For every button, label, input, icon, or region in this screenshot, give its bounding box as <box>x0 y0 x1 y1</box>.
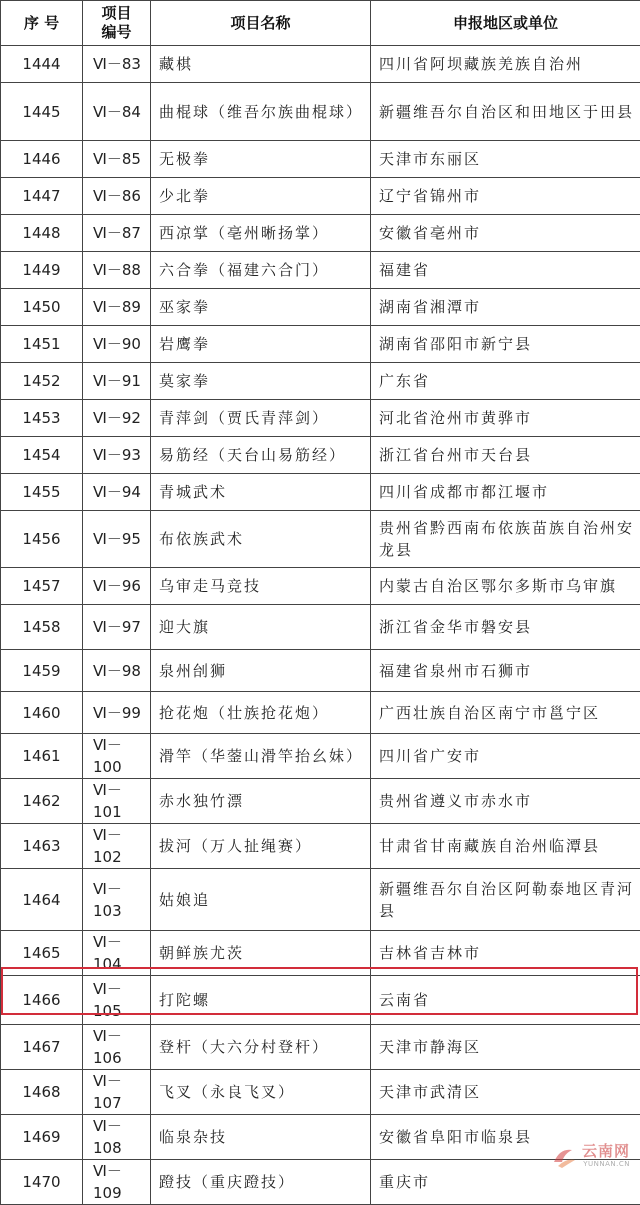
row-code: Ⅵ－108 <box>83 1115 151 1160</box>
row-code: Ⅵ－97 <box>83 605 151 650</box>
row-region: 福建省 <box>371 252 640 289</box>
table-row <box>1 511 640 568</box>
row-seq: 1451 <box>1 326 83 363</box>
row-seq: 1456 <box>1 511 83 568</box>
row-region: 福建省泉州市石狮市 <box>371 650 640 692</box>
row-code: Ⅵ－83 <box>83 46 151 83</box>
row-name: 蹬技（重庆蹬技） <box>151 1160 371 1205</box>
row-seq: 1454 <box>1 437 83 474</box>
row-name: 滑竿（华蓥山滑竿抬幺妹） <box>151 734 371 779</box>
row-seq: 1448 <box>1 215 83 252</box>
row-name: 迎大旗 <box>151 605 371 650</box>
row-region: 湖南省邵阳市新宁县 <box>371 326 640 363</box>
row-name: 岩鹰拳 <box>151 326 371 363</box>
row-name: 乌审走马竞技 <box>151 568 371 605</box>
table-row <box>1 931 640 976</box>
row-region: 天津市东丽区 <box>371 141 640 178</box>
row-code: Ⅵ－99 <box>83 692 151 734</box>
table-header-row <box>1 1 640 46</box>
table-row <box>1 437 640 474</box>
row-seq: 1459 <box>1 650 83 692</box>
row-region: 贵州省黔西南布依族苗族自治州安龙县 <box>371 511 640 568</box>
row-name: 拔河（万人扯绳赛） <box>151 824 371 869</box>
row-region: 浙江省台州市天台县 <box>371 437 640 474</box>
row-region: 辽宁省锦州市 <box>371 178 640 215</box>
table-row <box>1 1160 640 1205</box>
row-code: Ⅵ－90 <box>83 326 151 363</box>
table-row <box>1 1025 640 1070</box>
row-code: Ⅵ－84 <box>83 83 151 141</box>
table-row <box>1 474 640 511</box>
row-code: Ⅵ－109 <box>83 1160 151 1205</box>
table-row <box>1 734 640 779</box>
row-name: 临泉杂技 <box>151 1115 371 1160</box>
row-region: 天津市静海区 <box>371 1025 640 1070</box>
row-seq: 1470 <box>1 1160 83 1205</box>
table-row <box>1 46 640 83</box>
row-seq: 1462 <box>1 779 83 824</box>
row-region: 安徽省阜阳市临泉县 <box>371 1115 640 1160</box>
row-code: Ⅵ－96 <box>83 568 151 605</box>
row-seq: 1444 <box>1 46 83 83</box>
row-region: 四川省成都市都江堰市 <box>371 474 640 511</box>
row-region: 新疆维吾尔自治区和田地区于田县 <box>371 83 640 141</box>
row-region: 新疆维吾尔自治区阿勒泰地区青河县 <box>371 869 640 931</box>
table-row <box>1 1070 640 1115</box>
row-code: Ⅵ－86 <box>83 178 151 215</box>
row-name: 少北拳 <box>151 178 371 215</box>
row-code: Ⅵ－102 <box>83 824 151 869</box>
table-row <box>1 1115 640 1160</box>
row-name: 布依族武术 <box>151 511 371 568</box>
row-seq: 1447 <box>1 178 83 215</box>
table-row <box>1 568 640 605</box>
row-name: 赤水独竹漂 <box>151 779 371 824</box>
watermark-cn: 云南网 <box>582 1144 630 1159</box>
row-seq: 1466 <box>1 976 83 1025</box>
header-region: 申报地区或单位 <box>371 1 640 46</box>
row-seq: 1450 <box>1 289 83 326</box>
row-code: Ⅵ－94 <box>83 474 151 511</box>
row-name: 曲棍球（维吾尔族曲棍球） <box>151 83 371 141</box>
table-row <box>1 400 640 437</box>
table-row <box>1 215 640 252</box>
row-seq: 1467 <box>1 1025 83 1070</box>
row-seq: 1453 <box>1 400 83 437</box>
row-region: 安徽省亳州市 <box>371 215 640 252</box>
row-seq: 1464 <box>1 869 83 931</box>
row-name: 飞叉（永良飞叉） <box>151 1070 371 1115</box>
row-seq: 1449 <box>1 252 83 289</box>
row-code: Ⅵ－104 <box>83 931 151 976</box>
row-seq: 1460 <box>1 692 83 734</box>
table-row <box>1 779 640 824</box>
row-seq: 1445 <box>1 83 83 141</box>
header-code-line2: 编号 <box>83 23 150 42</box>
row-name: 抢花炮（壮族抢花炮） <box>151 692 371 734</box>
row-code: Ⅵ－91 <box>83 363 151 400</box>
row-name: 西凉掌（亳州晰扬掌） <box>151 215 371 252</box>
row-region: 内蒙古自治区鄂尔多斯市乌审旗 <box>371 568 640 605</box>
row-region: 云南省 <box>371 976 640 1025</box>
row-name: 易筋经（天台山易筋经） <box>151 437 371 474</box>
row-seq: 1468 <box>1 1070 83 1115</box>
row-code: Ⅵ－103 <box>83 869 151 931</box>
row-region: 四川省阿坝藏族羌族自治州 <box>371 46 640 83</box>
row-region: 吉林省吉林市 <box>371 931 640 976</box>
row-region: 四川省广安市 <box>371 734 640 779</box>
row-region: 浙江省金华市磐安县 <box>371 605 640 650</box>
row-name: 六合拳（福建六合门） <box>151 252 371 289</box>
table-row <box>1 869 640 931</box>
row-code: Ⅵ－105 <box>83 976 151 1025</box>
row-seq: 1461 <box>1 734 83 779</box>
row-code: Ⅵ－95 <box>83 511 151 568</box>
row-code: Ⅵ－107 <box>83 1070 151 1115</box>
table-row <box>1 605 640 650</box>
row-name: 打陀螺 <box>151 976 371 1025</box>
watermark-en: YUNNAN.CN <box>583 1161 630 1168</box>
row-name: 藏棋 <box>151 46 371 83</box>
table-row <box>1 289 640 326</box>
header-code <box>83 1 151 46</box>
row-code: Ⅵ－106 <box>83 1025 151 1070</box>
table-row <box>1 976 640 1025</box>
row-region: 天津市武清区 <box>371 1070 640 1115</box>
header-code-line1: 项目 <box>83 4 150 23</box>
row-code: Ⅵ－100 <box>83 734 151 779</box>
row-code: Ⅵ－88 <box>83 252 151 289</box>
table-row <box>1 692 640 734</box>
row-seq: 1463 <box>1 824 83 869</box>
row-seq: 1455 <box>1 474 83 511</box>
row-code: Ⅵ－92 <box>83 400 151 437</box>
row-name: 青萍剑（贾氏青萍剑） <box>151 400 371 437</box>
row-seq: 1469 <box>1 1115 83 1160</box>
table-row <box>1 83 640 141</box>
row-region: 河北省沧州市黄骅市 <box>371 400 640 437</box>
row-code: Ⅵ－85 <box>83 141 151 178</box>
row-name: 登杆（大六分村登杆） <box>151 1025 371 1070</box>
table-row <box>1 141 640 178</box>
row-region: 甘肃省甘南藏族自治州临潭县 <box>371 824 640 869</box>
row-name: 无极拳 <box>151 141 371 178</box>
row-region: 重庆市 <box>371 1160 640 1205</box>
row-name: 朝鲜族尤茨 <box>151 931 371 976</box>
header-name: 项目名称 <box>151 1 371 46</box>
row-name: 巫家拳 <box>151 289 371 326</box>
header-seq: 序 号 <box>1 1 83 46</box>
row-code: Ⅵ－98 <box>83 650 151 692</box>
table-row <box>1 824 640 869</box>
row-region: 贵州省遵义市赤水市 <box>371 779 640 824</box>
row-seq: 1457 <box>1 568 83 605</box>
table-row <box>1 650 640 692</box>
row-code: Ⅵ－87 <box>83 215 151 252</box>
row-region: 广东省 <box>371 363 640 400</box>
row-name: 莫家拳 <box>151 363 371 400</box>
table-row <box>1 363 640 400</box>
row-name: 青城武术 <box>151 474 371 511</box>
row-code: Ⅵ－101 <box>83 779 151 824</box>
row-seq: 1465 <box>1 931 83 976</box>
row-seq: 1458 <box>1 605 83 650</box>
table-row <box>1 252 640 289</box>
row-code: Ⅵ－89 <box>83 289 151 326</box>
row-seq: 1452 <box>1 363 83 400</box>
row-region: 广西壮族自治区南宁市邕宁区 <box>371 692 640 734</box>
table-row <box>1 326 640 363</box>
row-name: 姑娘追 <box>151 869 371 931</box>
row-seq: 1446 <box>1 141 83 178</box>
row-code: Ⅵ－93 <box>83 437 151 474</box>
row-region: 湖南省湘潭市 <box>371 289 640 326</box>
row-name: 泉州刣狮 <box>151 650 371 692</box>
table-row <box>1 178 640 215</box>
